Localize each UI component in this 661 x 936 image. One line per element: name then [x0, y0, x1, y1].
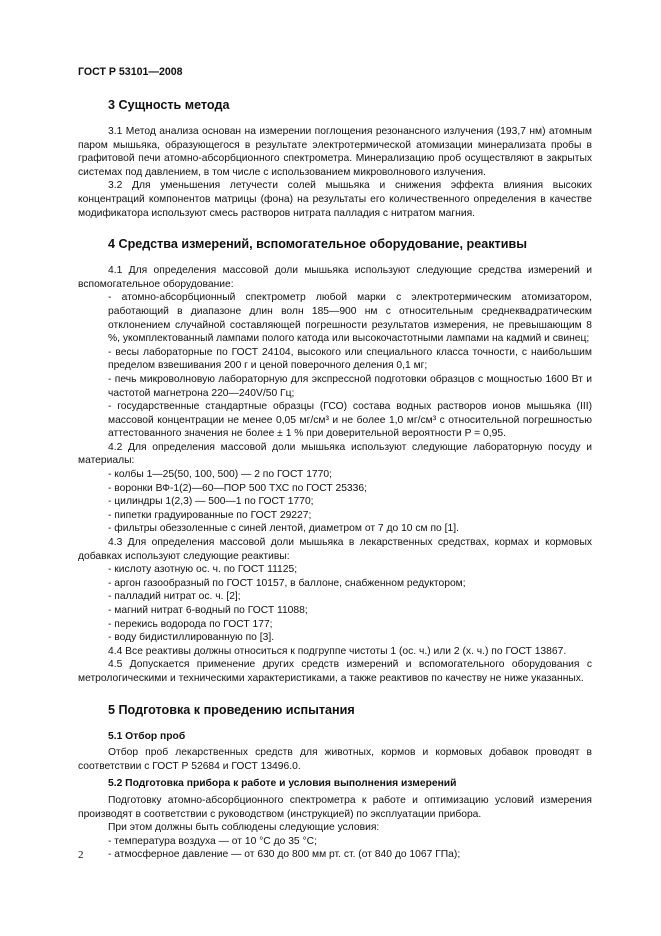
list-item: - фильтры обеззоленные с синей лентой, диаметром от 7 до 10 см по [1]. [108, 523, 459, 535]
list-item: - весы лабораторные по ГОСТ 24104, высокого или специального класса точности, с наибольшим пределом взвешивания 200 г и ценой поверочного деления 0,1 мг; [108, 346, 592, 372]
list-item: - пипетки градуированные по ГОСТ 29227; [108, 509, 312, 521]
list-item: - государственные стандартные образцы (ГСО) состава водных растворов ионов мышьяка (III) массовой концентрации не менее 0,05 мг/см³ и не более 1,0 мг/см³ с относительной погрешностью аттестованного значения не более ± 1 % при доверительной вероятности P = 0,95. [108, 401, 592, 440]
paragraph-5-1: Отбор проб лекарственных средств для животных, кормов и кормовых добавок проводят в соответствии с ГОСТ Р 52684 и ГОСТ 13496.0. [78, 747, 592, 772]
section-5-title: 5 Подготовка к проведению испытания [108, 702, 355, 717]
list-item: - воду бидистиллированную по [3]. [108, 632, 275, 644]
list-item: - магний нитрат 6-водный по ГОСТ 11088; [108, 605, 308, 616]
list-item: - аргон газообразный по ГОСТ 10157, в баллоне, снабженном редуктором; [108, 577, 466, 589]
list-item: - атмосферное давление — от 630 до 800 мм рт. ст. (от 840 до 1067 ГПа); [108, 849, 461, 861]
list-item: - цилиндры 1(2,3) — 500—1 по ГОСТ 1770; [108, 496, 314, 508]
paragraph-5-2-2: При этом должны быть соблюдены следующие условия: [108, 822, 380, 834]
running-header: ГОСТ Р 53101—2008 [78, 66, 183, 78]
paragraph-3-2: 3.2 Для уменьшения летучести солей мышьяка и снижения эффекта влияния высоких концентраций компонентов матрицы (фона) на результаты его количественного определения в качестве модификатора используют смесь растворов нитрата палладия с нитратом магния. [78, 180, 592, 219]
section-3-title: 3 Сущность метода [108, 98, 230, 112]
document-body [78, 97, 592, 862]
paragraph-4-5: 4.5 Допускается применение других средств измерений и вспомогательного оборудования с метрологическими и техническими характеристиками, а также реактивов по качеству не ниже указанных. [78, 659, 592, 684]
subsection-5-2-title: 5.2 Подготовка прибора к работе и условия выполнения измерений [108, 778, 457, 790]
list-item: - палладий нитрат ос. ч. [2]; [108, 591, 241, 603]
section-4-title: 4 Средства измерений, вспомогательное оборудование, реактивы [108, 237, 527, 252]
paragraph-3-1: 3.1 Метод анализа основан на измерении поглощения резонансного излучения (193,7 нм) атомным паром мышьяка, образующегося в результате электротермической атомизации минерализата пробы в графитовой печи атомно-абсорбционного спектрометра. Минерализацию проб осуществляют в закрытых системах под давлением, в том числе с использованием микроволнового излучения. [78, 126, 592, 178]
paragraph-4-3: 4.3 Для определения массовой доли мышьяка в лекарственных средствах, кормах и кормовых добавках используют следующие реактивы: [78, 537, 592, 562]
paragraph-5-2-1: Подготовку атомно-абсорбционного спектрометра к работе и оптимизацию условий измерения производят в соответствии с руководством (инструкцией) по эксплуатации прибора. [78, 794, 592, 820]
list-item: - температура воздуха — от 10 °С до 35 °С; [108, 835, 317, 847]
page-number: 2 [78, 849, 84, 861]
list-item: - кислоту азотную ос. ч. по ГОСТ 11125; [108, 564, 298, 576]
list-item: - воронки ВФ-1(2)—60—ПОР 500 ТХС по ГОСТ 25336; [108, 482, 367, 494]
list-item: - атомно-абсорбционный спектрометр любой марки с электротермическим атомизатором, работающий в диапазоне длин волн 185—900 нм с относительным среднеквадратическим отклонением случайной составляющей погрешности результатов измерения, не превышающим 8 %, укомплектованный лампами полого катода или высокочастотными лампами на кадмий и свинец; [108, 292, 592, 345]
paragraph-4-4: 4.4 Все реактивы должны относиться к подгруппе чистоты 1 (ос. ч.) или 2 (х. ч.) по ГОСТ 13867. [108, 645, 567, 657]
list-item: - перекись водорода по ГОСТ 177; [108, 618, 273, 630]
subsection-5-1-title: 5.1 Отбор проб [108, 730, 186, 742]
list-item: - колбы 1—25(50, 100, 500) — 2 по ГОСТ 1770; [108, 469, 332, 481]
list-item: - печь микроволновую лабораторную для экспрессной подготовки образцов с мощностью 1600 Вт и частотой магнетрона 220—240V/50 Гц; [108, 373, 592, 399]
paragraph-4-2: 4.2 Для определения массовой доли мышьяка используют следующие лабораторную посуду и материалы: [78, 441, 592, 467]
paragraph-4-1: 4.1 Для определения массовой доли мышьяка используют следующие средства измерений и вспомогательное оборудование: [78, 265, 592, 290]
